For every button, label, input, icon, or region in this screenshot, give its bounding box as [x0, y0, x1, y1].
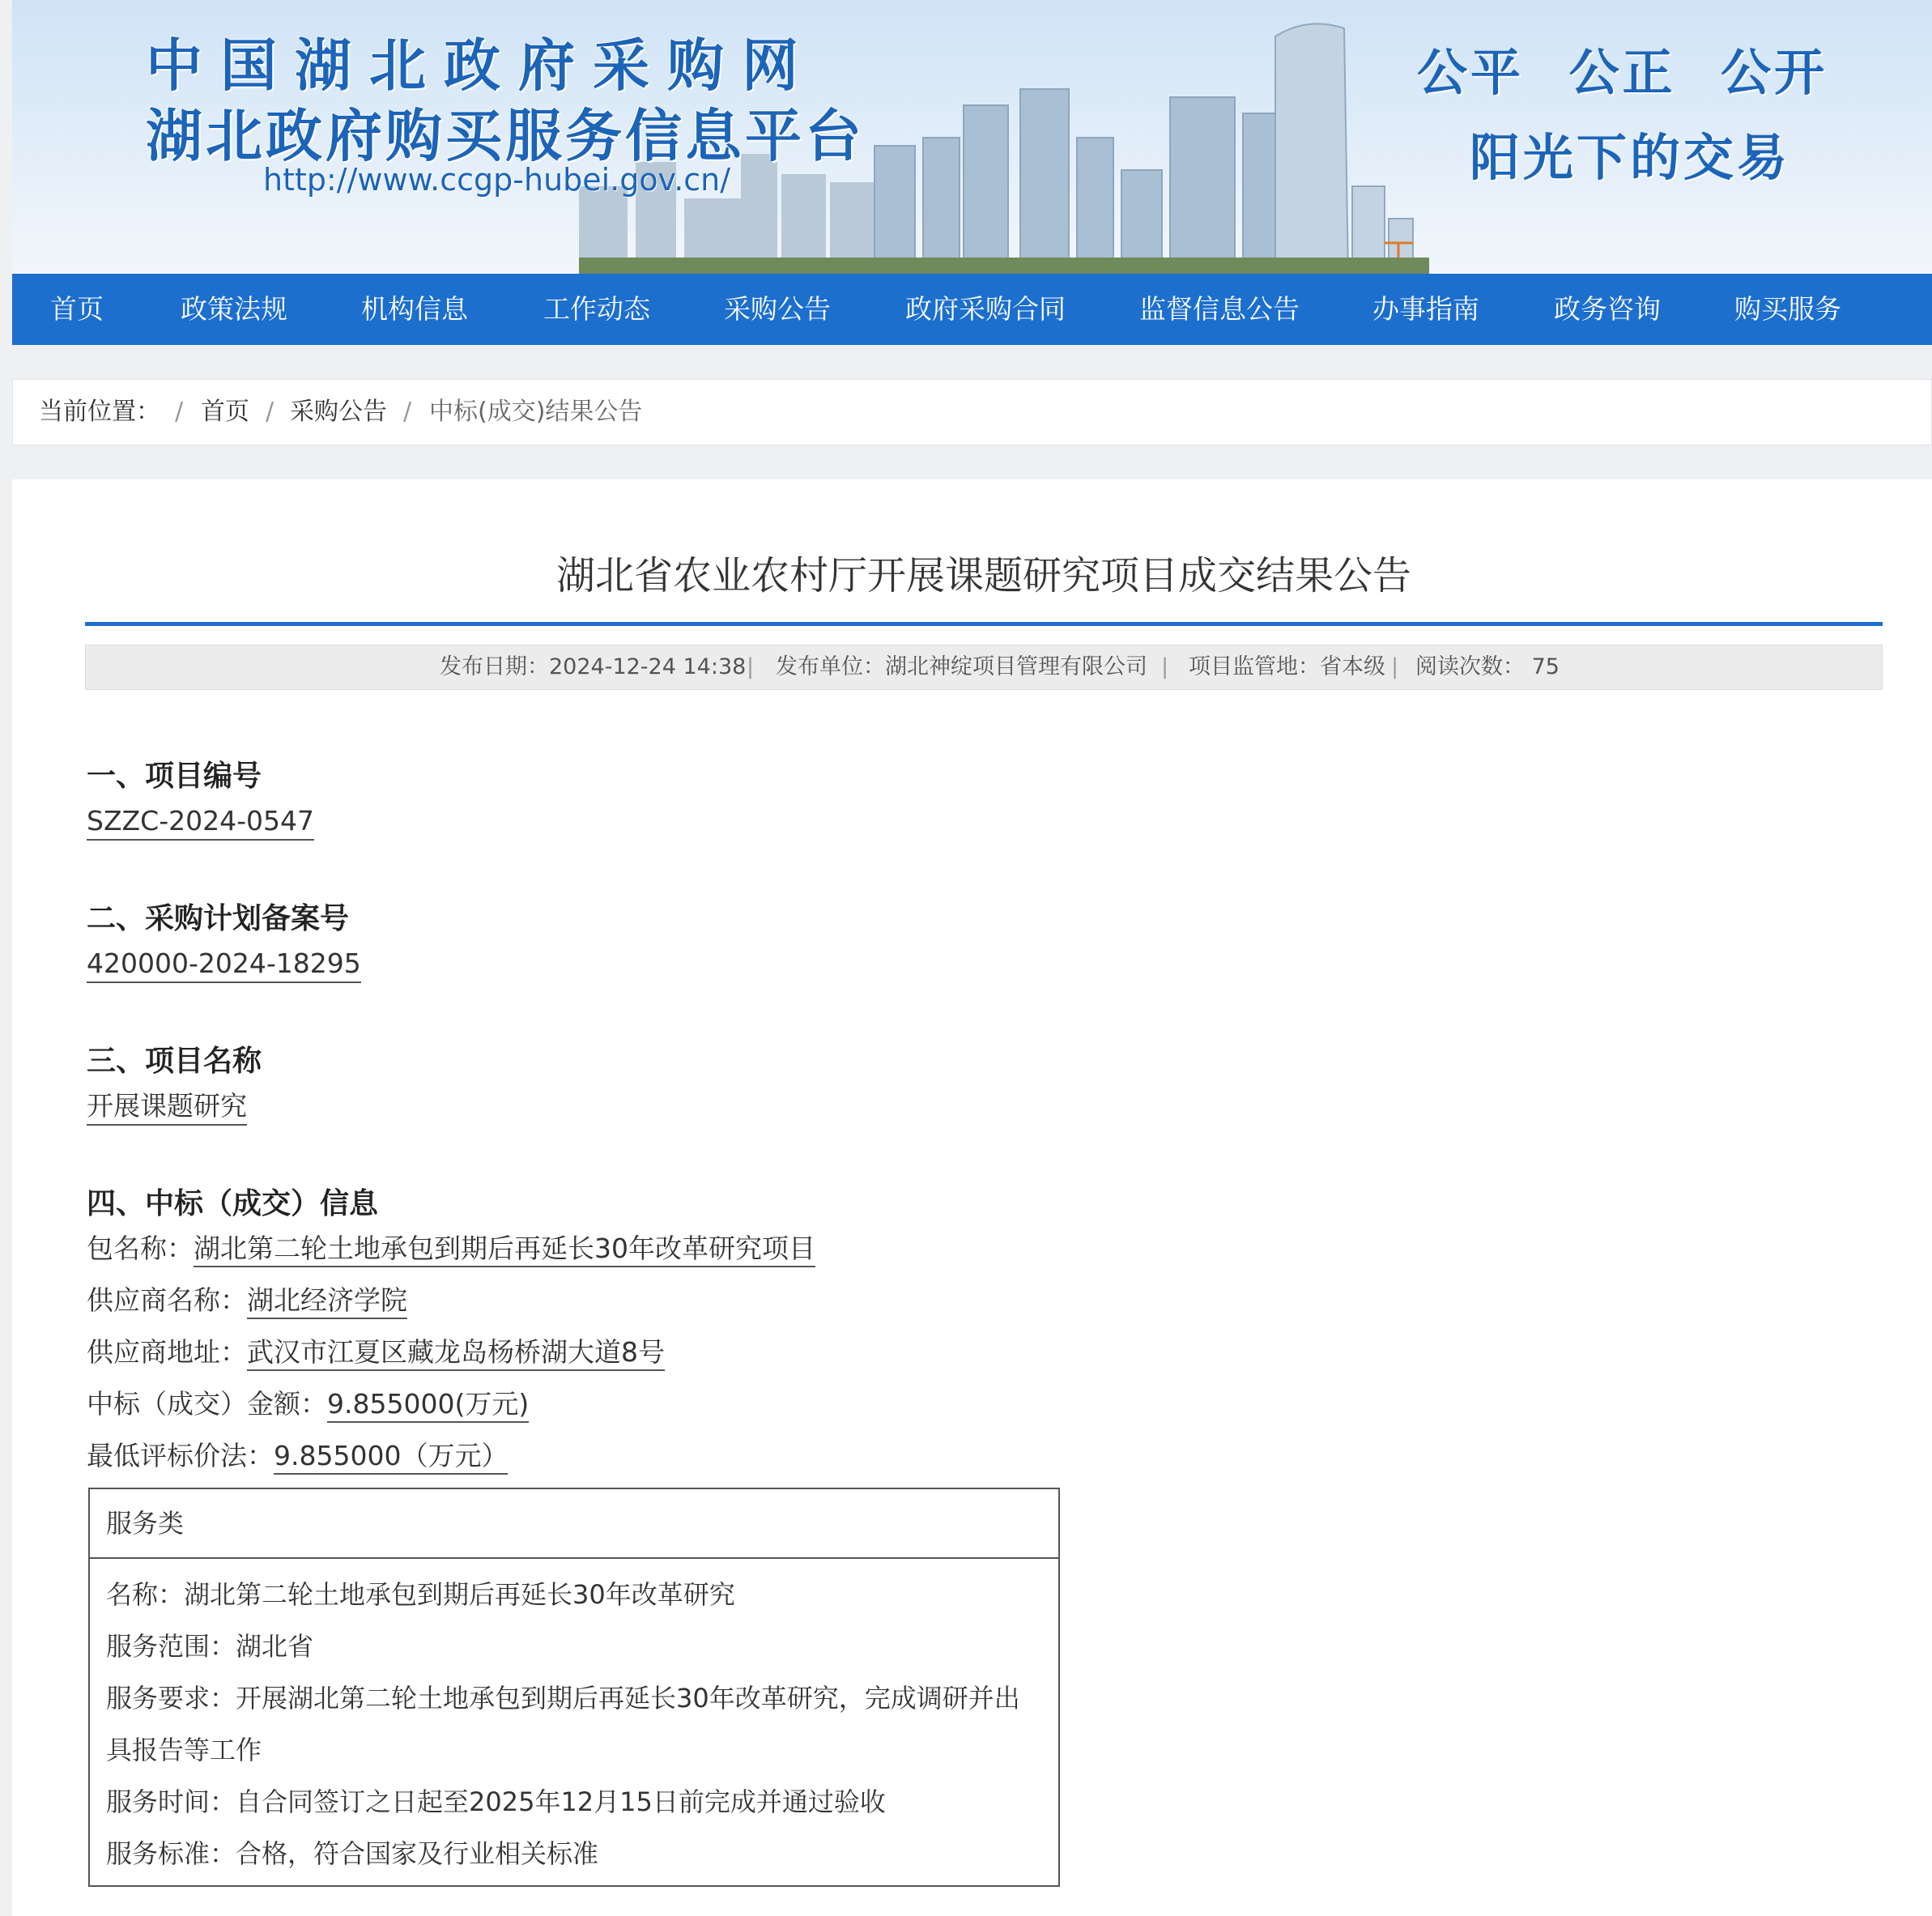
nav-item-guide[interactable]: 办事指南 [1372, 293, 1479, 325]
slogan-line2: 阳光下的交易 [1470, 128, 1791, 187]
section-heading-project-number: 一、项目编号 [87, 760, 262, 793]
supplier-address-label: 供应商地址： [87, 1336, 247, 1368]
supplier-name-row [87, 1284, 407, 1317]
breadcrumb-label: 当前位置： [39, 398, 160, 426]
title-divider [85, 622, 1883, 626]
service-time: 服务时间：自合同签订之日起至2025年12月15日前完成并通过验收 [106, 1786, 886, 1817]
service-name: 名称：湖北第二轮土地承包到期后再延长30年改革研究 [106, 1579, 735, 1610]
service-requirement-cont: 具报告等工作 [106, 1735, 262, 1765]
article-panel [12, 479, 1932, 1916]
award-amount-row [87, 1388, 529, 1420]
breadcrumb-separator: / [175, 398, 184, 426]
breadcrumb-home[interactable]: 首页 [201, 398, 249, 426]
nav-item-agency[interactable]: 机构信息 [361, 293, 468, 325]
service-scope: 服务范围：湖北省 [106, 1631, 314, 1662]
meta-separator: | [1161, 654, 1169, 679]
nav-item-policy[interactable]: 政策法规 [181, 293, 287, 325]
meta-separator: | [747, 654, 755, 679]
site-subtitle: 湖北政府购买服务信息平台 [146, 103, 865, 169]
package-name-row [87, 1233, 815, 1265]
nav-item-home[interactable]: 首页 [50, 293, 104, 325]
supplier-address-value: 武汉市江夏区藏龙岛杨桥湖大道8号 [247, 1336, 665, 1371]
breadcrumb [12, 379, 1932, 445]
nav-item-contracts[interactable]: 政府采购合同 [905, 293, 1066, 325]
main-nav [12, 274, 1932, 345]
evaluation-method-value: 9.855000（万元） [274, 1440, 508, 1475]
supplier-name-value: 湖北经济学院 [247, 1284, 407, 1319]
plan-filing-number: 420000-2024-18295 [87, 947, 361, 983]
evaluation-method-row [87, 1440, 508, 1472]
publish-date: 发布日期：2024-12-24 14:38 [440, 654, 747, 679]
service-requirement: 服务要求：开展湖北第二轮土地承包到期后再延长30年改革研究，完成调研并出 [106, 1683, 1020, 1714]
site-banner [12, 0, 1932, 274]
project-number: SZZC-2024-0547 [87, 805, 314, 841]
breadcrumb-announcements[interactable]: 采购公告 [290, 398, 387, 426]
service-table [88, 1488, 1060, 1887]
breadcrumb-separator: / [266, 398, 274, 426]
service-table-header: 服务类 [90, 1489, 1058, 1559]
section-heading-plan-number: 二、采购计划备案号 [87, 902, 350, 935]
package-name-value: 湖北第二轮土地承包到期后再延长30年改革研究项目 [194, 1233, 815, 1267]
package-name-label: 包名称： [87, 1233, 194, 1264]
breadcrumb-current: 中标(成交)结果公告 [429, 398, 643, 426]
project-name: 开展课题研究 [87, 1090, 247, 1126]
view-count: 阅读次数： 75 [1415, 654, 1560, 679]
nav-item-supervision[interactable]: 监督信息公告 [1139, 293, 1300, 325]
article-title: 湖北省农业农村厅开展课题研究项目成交结果公告 [555, 553, 1411, 598]
nav-item-purchase-service[interactable]: 购买服务 [1734, 293, 1841, 325]
section-heading-award-info: 四、中标（成交）信息 [87, 1187, 379, 1220]
nav-item-announcements[interactable]: 采购公告 [724, 293, 831, 325]
supplier-name-label: 供应商名称： [87, 1284, 247, 1316]
award-amount-value: 9.855000(万元) [327, 1388, 529, 1423]
section-heading-project-name: 三、项目名称 [87, 1045, 262, 1078]
evaluation-method-label: 最低评标价法： [87, 1440, 274, 1471]
meta-separator: | [1391, 654, 1399, 679]
article-meta-bar [85, 645, 1883, 690]
site-title: 中国湖北政府采购网 [146, 32, 816, 99]
breadcrumb-separator: / [403, 398, 412, 426]
supplier-address-row [87, 1336, 665, 1369]
site-url: http://www.ccgp-hubei.gov.cn/ [263, 162, 731, 198]
supervision-location: 项目监管地：省本级 [1189, 654, 1385, 679]
service-standard: 服务标准：合格，符合国家及行业相关标准 [106, 1838, 599, 1869]
publisher: 发布单位：湖北神绽项目管理有限公司 [776, 654, 1147, 679]
nav-item-consult[interactable]: 政务咨询 [1554, 293, 1661, 325]
award-amount-label: 中标（成交）金额： [87, 1388, 327, 1420]
slogan-line1: 公平 公正 公开 [1417, 43, 1828, 102]
nav-item-news[interactable]: 工作动态 [543, 293, 650, 325]
